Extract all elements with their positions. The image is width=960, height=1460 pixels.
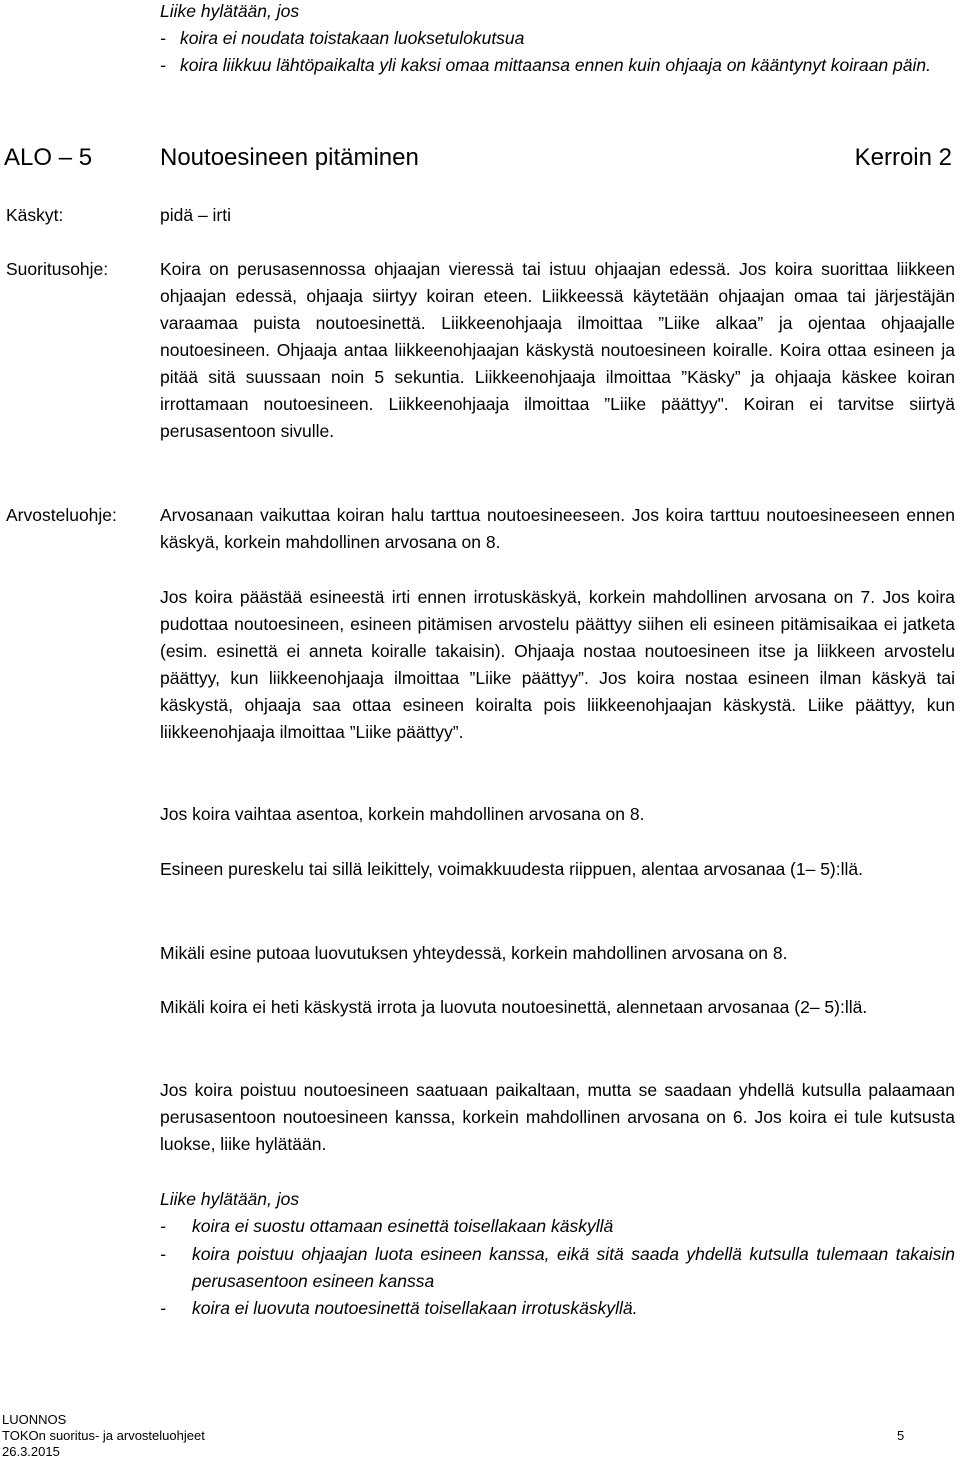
- section-code: ALO – 5: [4, 144, 93, 171]
- rejection-item: - koira liikkuu lähtöpaikalta yli kaksi omaa mittaansa ennen kuin ohjaaja on kääntynyt koiraan päin.: [160, 52, 955, 79]
- instructions-text: Koira on perusasennossa ohjaajan vieressä tai istuu ohjaajan edessä. Jos koira suorittaa liikkeen ohjaajan edessä, ohjaaja siirtyy koiran eteen. Liikkeessä käytetään ohjaajan omaa tai järjestäjän varaamaa puista noutoesinettä. Liikkeenohjaaja ilmoittaa ”Liike alkaa” ja ojentaa ohjaajalle noutoesineen. Ohjaaja antaa liikkeenohjaajan käskystä noutoesineen koiralle. Koira ottaa esineen ja pitää sitä suussaan noin 5 sekuntia. Liikkeenohjaaja ilmoittaa ”Käsky” ja ohjaaja käskee koiran irrottamaan noutoesineen. Liikkeenohjaaja ilmoittaa ”Liike päättyy". Koiran ei tarvitse siirtyä perusasentoon sivulle.: [160, 259, 955, 441]
- grading-paragraph: Esineen pureskelu tai sillä leikittely, voimakkuudesta riippuen, alentaa arvosanaa (1– 5):llä.: [160, 859, 863, 879]
- footer-date: 26.3.2015: [2, 1444, 60, 1459]
- rejection-item: - koira ei suostu ottamaan esinettä toisellakaan käskyllä: [160, 1213, 955, 1240]
- rejection-item-text: koira ei luovuta noutoesinettä toisellakaan irrotuskäskyllä.: [192, 1298, 638, 1318]
- commands-label: Käskyt:: [6, 205, 64, 225]
- footer-page-number: 5: [897, 1428, 905, 1443]
- rejection-heading-bottom: Liike hylätään, jos: [160, 1189, 300, 1209]
- rejection-item-text: koira liikkuu lähtöpaikalta yli kaksi omaa mittaansa ennen kuin ohjaaja on kääntynyt koiraan päin.: [180, 55, 931, 75]
- rejection-item: - koira poistuu ohjaajan luota esineen kanssa, eikä sitä saada yhdellä kutsulla tulemaan takaisin perusasentoon esineen kanssa: [160, 1241, 955, 1295]
- rejection-item: - koira ei luovuta noutoesinettä toisellakaan irrotuskäskyllä.: [160, 1295, 955, 1322]
- commands-value: pidä – irti: [160, 205, 232, 225]
- rejection-item-text: koira poistuu ohjaajan luota esineen kanssa, eikä sitä saada yhdellä kutsulla tulemaan takaisin perusasentoon esineen kanssa: [192, 1244, 955, 1291]
- grading-label: Arvosteluohje:: [6, 505, 117, 525]
- rejection-item-text: koira ei suostu ottamaan esinettä toisellakaan käskyllä: [192, 1216, 614, 1236]
- grading-paragraph: Jos koira vaihtaa asentoa, korkein mahdollinen arvosana on 8.: [160, 804, 645, 824]
- section-coefficient: Kerroin 2: [854, 144, 952, 171]
- rejection-heading-top: Liike hylätään, jos: [160, 1, 300, 21]
- footer-doc-title: TOKOn suoritus- ja arvosteluohjeet: [2, 1428, 205, 1443]
- instructions-label: Suoritusohje:: [6, 259, 109, 279]
- grading-paragraph: Jos koira päästää esineestä irti ennen irrotuskäskyä, korkein mahdollinen arvosana on 7. Jos koira pudottaa noutoesineen, esineen pitämisen arvostelu päättyy siihen eli esineen pitämisaikaa ei jatketa (esim. esinettä ei anneta koiralle takaisin). Ohjaaja nostaa noutoesineen itse ja liikkeen arvostelu päättyy, kun liikkeenohjaaja ilmoittaa ”Liike päättyy”. Jos koira nostaa esineen ilman käskyä tai käskystä, ohjaaja saa ottaa esineen koiralta pois liikkeenohjaajan käskystä. Liike päättyy, kun liikkeenohjaaja ilmoittaa ”Liike päättyy”.: [160, 587, 955, 742]
- rejection-item-text: koira ei noudata toistakaan luoksetulokutsua: [180, 28, 525, 48]
- grading-paragraph: Jos koira poistuu noutoesineen saatuaan paikaltaan, mutta se saadaan yhdellä kutsulla palaamaan perusasentoon noutoesineen kanssa, korkein mahdollinen arvosana on 6. Jos koira ei tule kutsusta luokse, liike hylätään.: [160, 1080, 955, 1154]
- section-name: Noutoesineen pitäminen: [160, 144, 419, 171]
- footer-org: LUONNOS: [2, 1412, 67, 1427]
- grading-paragraph: Arvosanaan vaikuttaa koiran halu tarttua noutoesineeseen. Jos koira tarttuu noutoesineeseen ennen käskyä, korkein mahdollinen arvosana on 8.: [160, 505, 955, 552]
- grading-paragraph: Mikäli esine putoaa luovutuksen yhteydessä, korkein mahdollinen arvosana on 8.: [160, 943, 788, 963]
- rejection-item: - koira ei noudata toistakaan luoksetulokutsua: [160, 25, 955, 52]
- grading-paragraph: Mikäli koira ei heti käskystä irrota ja luovuta noutoesinettä, alennetaan arvosanaa (2– 5):llä.: [160, 997, 868, 1017]
